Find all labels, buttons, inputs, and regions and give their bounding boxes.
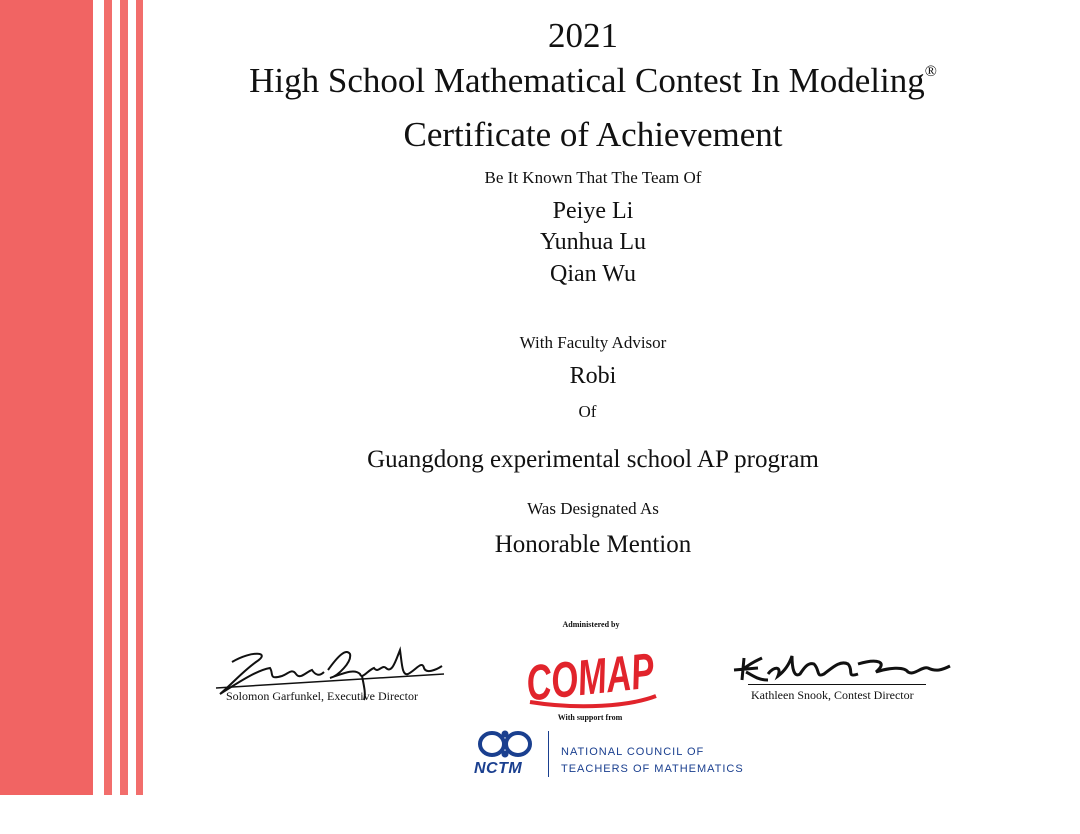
nctm-name-line1: NATIONAL COUNCIL OF [561, 746, 705, 758]
certificate-title: Certificate of Achievement [403, 115, 783, 154]
nctm-abbrev: NCTM [474, 760, 523, 777]
intro-text: Be It Known That The Team Of [484, 168, 702, 187]
registered-mark: ® [924, 63, 937, 80]
signature-right-image [728, 650, 954, 686]
nctm-divider [548, 731, 549, 777]
comap-logo [520, 636, 715, 712]
with-support-from-label: With support from [557, 713, 623, 722]
team-member: Peiye Li [552, 198, 634, 224]
nctm-logo-icon [474, 728, 544, 762]
advisor-name: Robi [569, 363, 617, 389]
team-member: Yunhua Lu [540, 229, 646, 255]
team-member: Qian Wu [550, 261, 636, 287]
award-name: Honorable Mention [494, 531, 692, 558]
svg-text:COMAP: COMAP [523, 636, 715, 712]
contest-name [200, 61, 986, 101]
school-name: Guangdong experimental school AP program [367, 446, 819, 473]
signature-left-label: Solomon Garfunkel, Executive Director [226, 689, 418, 703]
contest-name-text: High School Mathematical Contest In Modeling [249, 61, 925, 100]
signature-right-line [748, 684, 926, 685]
signature-right-label: Kathleen Snook, Contest Director [751, 688, 914, 702]
faculty-label: With Faculty Advisor [519, 333, 667, 352]
designated-label: Was Designated As [527, 499, 659, 518]
administered-by-label: Administered by [562, 620, 620, 629]
certificate-year: 2021 [548, 16, 618, 55]
nctm-name-line2: TEACHERS OF MATHEMATICS [561, 763, 744, 775]
of-label: Of [578, 402, 597, 421]
